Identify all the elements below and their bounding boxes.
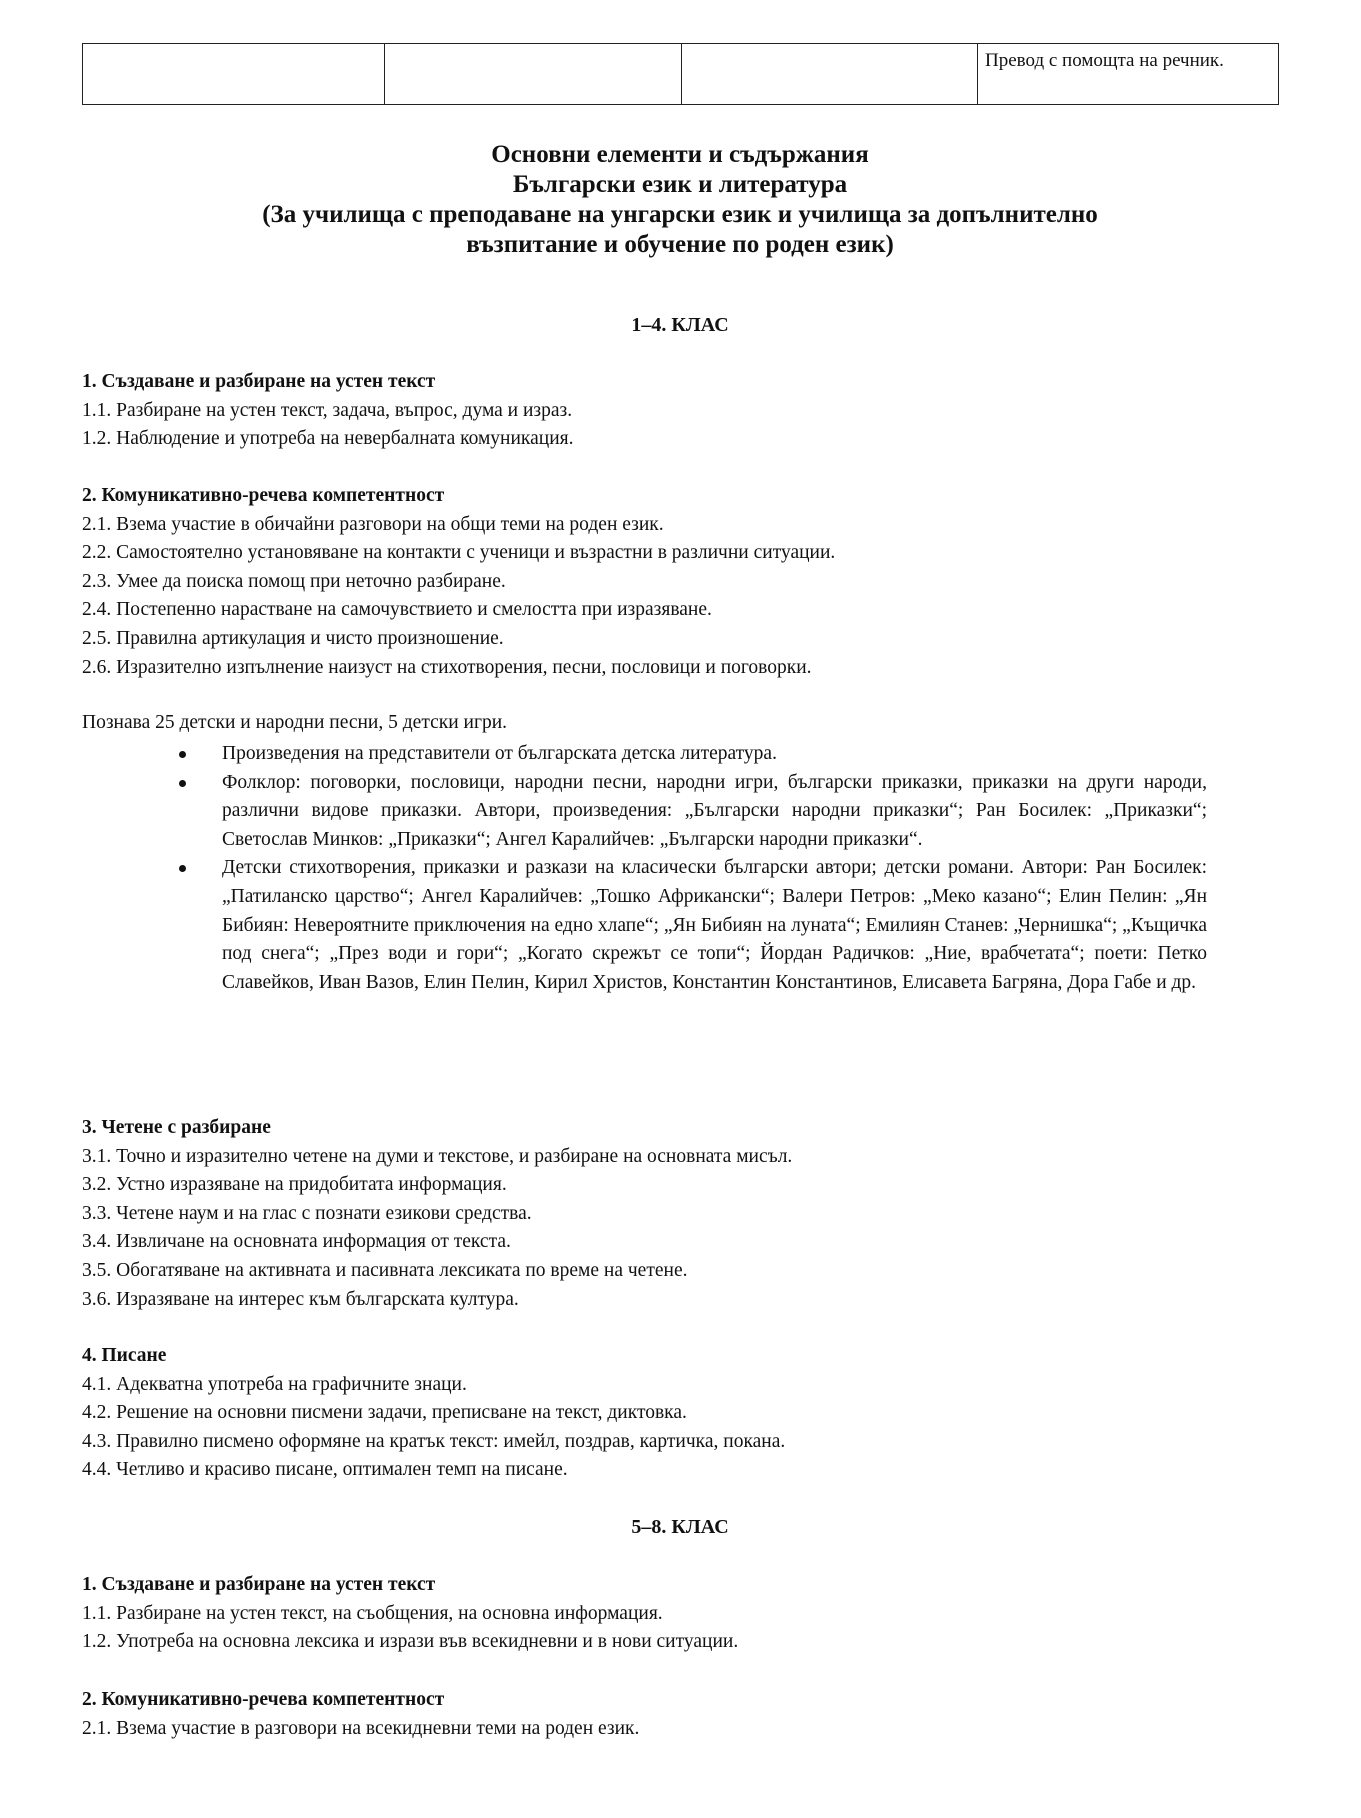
table-row: [83, 44, 1279, 105]
list-item: 1.2. Наблюдение и употреба на невербалната комуникация.: [82, 428, 574, 450]
section-heading: 1. Създаване и разбиране на устен текст: [82, 1574, 436, 1595]
list-item: 2.5. Правилна артикулация и чисто произношение.: [82, 627, 504, 649]
table-cell: [682, 44, 978, 105]
list-item-text: Детски стихотворения, приказки и разкази на класически български автори; детски романи. Автори: Ран Босилек: „Патиланско царство“; Ангел Каралийчев: „Тошко Африкански“; Валери Петров: „Меко казано“; Елин Пелин: „Ян Бибиян: Невероятните приключения на едно хлапе“; „Ян Бибиян на луната“; Емилиян Станев: „Чернишка“; „Къщичка под снега“; „През води и гори“; „Когато скрежът се топи“; Йордан Радичков: „Ние, врабчетата“; поети: Петко Славейков, Иван Вазов, Елин Пелин, Кирил Христов, Константин Константинов, Елисавета Багряна, Дора Габе и др.: [222, 857, 1207, 993]
list-item: [172, 740, 1207, 769]
section-oral-text: [82, 368, 1202, 454]
title-line: (За училища с преподаване на унгарски език и училища за допълнително: [262, 201, 1098, 228]
bullet-icon: [179, 865, 186, 872]
list-item: 3.1. Точно и изразително четене на думи и текстове, и разбиране на основната мисъл.: [82, 1145, 793, 1167]
list-item: 3.5. Обогатяване на активната и пасивната лексиката по време на четене.: [82, 1259, 688, 1281]
table-cell: [385, 44, 682, 105]
section-heading: 2. Комуникативно-речева компетентност: [82, 1689, 445, 1710]
grade-heading-1-4: 1–4. КЛАС: [631, 314, 729, 336]
list-item: 4.1. Адекватна употреба на графичните знаци.: [82, 1373, 467, 1395]
table-cell: Превод с помощта на речник.: [978, 44, 1279, 105]
continuation-table: [82, 43, 1279, 105]
list-item: 2.6. Изразително изпълнение наизуст на стихотворения, песни, пословици и поговорки.: [82, 656, 812, 678]
list-item: 4.3. Правилно писмено оформяне на кратък текст: имейл, поздрав, картичка, покана.: [82, 1430, 786, 1452]
table-cell: [83, 44, 385, 105]
section-heading: 3. Четене с разбиране: [82, 1117, 271, 1138]
list-item: 2.4. Постепенно нарастване на самочувствието и смелостта при изразяване.: [82, 599, 712, 621]
list-item: 3.2. Устно изразяване на придобитата информация.: [82, 1174, 507, 1196]
list-item: [172, 769, 1207, 855]
bullet-icon: [179, 780, 186, 787]
list-item: 4.2. Решение на основни писмени задачи, преписване на текст, диктовка.: [82, 1402, 687, 1424]
section-writing: [82, 1342, 1202, 1485]
section-reading: [82, 1114, 1202, 1314]
title-line: Български език и литература: [512, 171, 848, 198]
section-heading: 2. Комуникативно-речева компетентност: [82, 485, 445, 506]
section-heading: 1. Създаване и разбиране на устен текст: [82, 371, 436, 392]
bullet-icon: [179, 751, 186, 758]
list-item: 2.3. Умее да поиска помощ при неточно разбиране.: [82, 570, 506, 592]
list-item: 2.2. Самостоятелно установяване на контакти с ученици и възрастни в различни ситуации.: [82, 542, 836, 564]
list-item: 4.4. Четливо и красиво писане, оптимален темп на писане.: [82, 1459, 568, 1481]
list-item: 3.6. Изразяване на интерес към българската култура.: [82, 1288, 519, 1310]
intro-paragraph: Познава 25 детски и народни песни, 5 детски игри.: [82, 712, 508, 733]
section-oral-text-5-8: [82, 1571, 1202, 1657]
list-item: [172, 854, 1207, 997]
section-communicative-5-8: [82, 1686, 1202, 1743]
grade-heading-5-8: 5–8. КЛАС: [631, 1516, 729, 1538]
section-communicative: [82, 482, 1202, 682]
list-item: 3.4. Извличане на основната информация от текста.: [82, 1231, 511, 1253]
document-title: [82, 140, 1278, 260]
list-item: 1.2. Употреба на основна лексика и изрази във всекидневни и в нови ситуации.: [82, 1631, 739, 1653]
section-heading: 4. Писане: [82, 1345, 167, 1366]
title-line: Основни елементи и съдържания: [491, 141, 869, 168]
list-item-text: Произведения на представители от българската детска литература.: [222, 743, 777, 764]
list-item: 1.1. Разбиране на устен текст, на съобщения, на основна информация.: [82, 1602, 663, 1624]
list-item: 2.1. Взема участие в обичайни разговори на общи теми на роден език.: [82, 513, 664, 535]
list-item: 1.1. Разбиране на устен текст, задача, въпрос, дума и израз.: [82, 399, 573, 421]
list-item: 2.1. Взема участие в разговори на всекидневни теми на роден език.: [82, 1717, 640, 1739]
title-line: възпитание и обучение по роден език): [466, 231, 894, 258]
bullet-list: [172, 740, 1207, 997]
list-item-text: Фолклор: поговорки, пословици, народни песни, народни игри, български приказки, приказки на други народи, различни видове приказки. Автори, произведения: „Български народни приказки“; Ран Босилек: „Приказки“; Светослав Минков: „Приказки“; Ангел Каралийчев: „Български народни приказки“.: [222, 771, 1207, 850]
list-item: 3.3. Четене наум и на глас с познати езикови средства.: [82, 1202, 532, 1224]
